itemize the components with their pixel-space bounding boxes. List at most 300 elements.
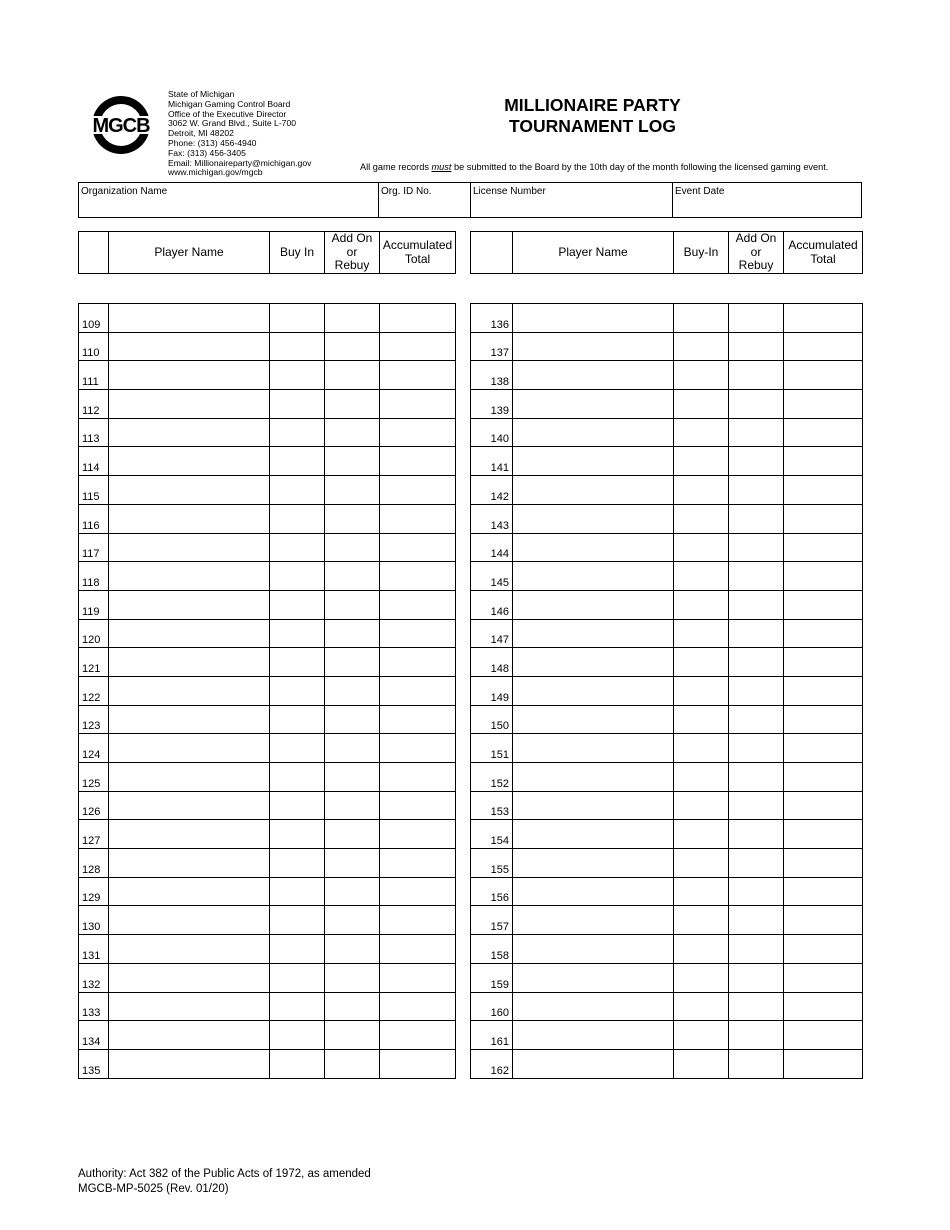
player-name-cell[interactable] — [109, 877, 270, 906]
add-on-rebuy-cell[interactable] — [325, 734, 380, 763]
header-add-on-rebuy — [729, 232, 784, 274]
add-on-rebuy-cell[interactable] — [325, 1021, 380, 1050]
log-row — [471, 504, 863, 533]
buy-in-cell[interactable] — [270, 992, 325, 1021]
accumulated-total-cell[interactable] — [380, 390, 456, 419]
add-on-rebuy-cell[interactable] — [729, 1021, 784, 1050]
add-on-rebuy-cell[interactable] — [325, 390, 380, 419]
accumulated-total-cell[interactable] — [784, 676, 863, 705]
log-row — [79, 906, 456, 935]
log-row — [79, 361, 456, 390]
accumulated-total-cell[interactable] — [380, 820, 456, 849]
add-on-rebuy-cell[interactable] — [729, 763, 784, 792]
add-on-rebuy-cell[interactable] — [325, 418, 380, 447]
player-name-cell[interactable] — [513, 906, 674, 935]
log-row — [471, 361, 863, 390]
header-accum-line: Accumulated — [382, 238, 453, 252]
row-number: 122 — [79, 676, 109, 705]
add-on-rebuy-cell[interactable] — [325, 877, 380, 906]
row-number: 148 — [471, 648, 513, 677]
log-row — [79, 504, 456, 533]
add-on-rebuy-cell[interactable] — [325, 361, 380, 390]
add-on-rebuy-cell[interactable] — [729, 562, 784, 591]
player-name-cell[interactable] — [109, 332, 270, 361]
buy-in-cell[interactable] — [674, 734, 729, 763]
org-id-field[interactable] — [378, 182, 471, 218]
row-number: 145 — [471, 562, 513, 591]
accumulated-total-cell[interactable] — [784, 705, 863, 734]
player-name-cell[interactable] — [513, 304, 674, 333]
accumulated-total-cell[interactable] — [784, 648, 863, 677]
player-name-cell[interactable] — [109, 763, 270, 792]
svg-text:MGCB: MGCB — [92, 115, 150, 137]
row-number: 111 — [79, 361, 109, 390]
log-row — [471, 619, 863, 648]
accumulated-total-cell[interactable] — [380, 734, 456, 763]
player-name-cell[interactable] — [513, 705, 674, 734]
accumulated-total-cell[interactable] — [784, 791, 863, 820]
accumulated-total-cell[interactable] — [380, 963, 456, 992]
log-row — [79, 590, 456, 619]
add-on-rebuy-cell[interactable] — [729, 361, 784, 390]
player-name-cell[interactable] — [109, 705, 270, 734]
player-name-cell[interactable] — [513, 763, 674, 792]
log-row — [471, 390, 863, 419]
add-on-rebuy-cell[interactable] — [729, 877, 784, 906]
accumulated-total-cell[interactable] — [380, 676, 456, 705]
add-on-rebuy-cell[interactable] — [325, 705, 380, 734]
buy-in-cell[interactable] — [270, 877, 325, 906]
header-accumulated-total — [380, 232, 456, 274]
add-on-rebuy-cell[interactable] — [729, 935, 784, 964]
buy-in-cell[interactable] — [674, 820, 729, 849]
accumulated-total-cell[interactable] — [380, 1049, 456, 1078]
buy-in-cell[interactable] — [270, 590, 325, 619]
log-row — [471, 476, 863, 505]
log-row — [79, 304, 456, 333]
player-name-cell[interactable] — [513, 418, 674, 447]
buy-in-cell[interactable] — [270, 906, 325, 935]
accumulated-total-cell[interactable] — [380, 590, 456, 619]
player-name-cell[interactable] — [109, 820, 270, 849]
buy-in-cell[interactable] — [270, 304, 325, 333]
buy-in-cell[interactable] — [674, 849, 729, 878]
buy-in-cell[interactable] — [270, 820, 325, 849]
player-name-cell[interactable] — [513, 820, 674, 849]
log-row — [471, 935, 863, 964]
header-add-on-line: Rebuy — [738, 258, 774, 273]
right-player-log-table — [470, 303, 863, 1079]
log-row — [79, 390, 456, 419]
add-on-rebuy-cell[interactable] — [325, 619, 380, 648]
buy-in-cell[interactable] — [674, 877, 729, 906]
accumulated-total-cell[interactable] — [784, 418, 863, 447]
accumulated-total-cell[interactable] — [784, 935, 863, 964]
agency-line: Detroit, MI 48202 — [168, 128, 234, 139]
agency-line: Fax: (313) 456-3405 — [168, 147, 246, 158]
agency-email[interactable]: Email: Millionaireparty@michigan.gov — [168, 157, 312, 168]
buy-in-cell[interactable] — [674, 418, 729, 447]
player-name-cell[interactable] — [109, 533, 270, 562]
add-on-rebuy-cell[interactable] — [729, 418, 784, 447]
buy-in-cell[interactable] — [674, 562, 729, 591]
add-on-rebuy-cell[interactable] — [729, 676, 784, 705]
accumulated-total-cell[interactable] — [784, 906, 863, 935]
add-on-rebuy-cell[interactable] — [325, 791, 380, 820]
buy-in-cell[interactable] — [674, 304, 729, 333]
accumulated-total-cell[interactable] — [380, 562, 456, 591]
row-number: 136 — [471, 304, 513, 333]
row-number: 146 — [471, 590, 513, 619]
row-number: 126 — [79, 791, 109, 820]
header-accum-line: Total — [810, 251, 836, 266]
row-number: 133 — [79, 992, 109, 1021]
accumulated-total-cell[interactable] — [380, 504, 456, 533]
add-on-rebuy-cell[interactable] — [729, 1049, 784, 1078]
buy-in-cell[interactable] — [674, 1049, 729, 1078]
row-number: 112 — [79, 390, 109, 419]
log-row — [79, 849, 456, 878]
accumulated-total-cell[interactable] — [784, 447, 863, 476]
player-name-cell[interactable] — [109, 1021, 270, 1050]
add-on-rebuy-cell[interactable] — [325, 504, 380, 533]
player-name-cell[interactable] — [109, 906, 270, 935]
player-name-cell[interactable] — [513, 476, 674, 505]
player-name-cell[interactable] — [513, 533, 674, 562]
buy-in-cell[interactable] — [674, 533, 729, 562]
row-number: 131 — [79, 935, 109, 964]
buy-in-cell[interactable] — [674, 361, 729, 390]
agency-line: Michigan Gaming Control Board — [168, 98, 291, 109]
log-row — [79, 763, 456, 792]
log-row — [471, 1021, 863, 1050]
row-number: 132 — [79, 963, 109, 992]
player-name-cell[interactable] — [513, 562, 674, 591]
accumulated-total-cell[interactable] — [380, 935, 456, 964]
organization-name-label: Organization Name — [81, 186, 168, 197]
header-row-number-cell — [79, 232, 109, 274]
buy-in-cell[interactable] — [674, 935, 729, 964]
player-name-cell[interactable] — [109, 304, 270, 333]
player-name-cell[interactable] — [513, 1049, 674, 1078]
add-on-rebuy-cell[interactable] — [729, 906, 784, 935]
log-row — [471, 791, 863, 820]
buy-in-cell[interactable] — [270, 705, 325, 734]
player-name-cell[interactable] — [109, 648, 270, 677]
player-name-cell[interactable] — [513, 1021, 674, 1050]
add-on-rebuy-cell[interactable] — [729, 504, 784, 533]
buy-in-cell[interactable] — [270, 390, 325, 419]
accumulated-total-cell[interactable] — [380, 877, 456, 906]
buy-in-cell[interactable] — [270, 418, 325, 447]
accumulated-total-cell[interactable] — [784, 361, 863, 390]
notice-before: All game records — [360, 162, 432, 172]
accumulated-total-cell[interactable] — [380, 447, 456, 476]
buy-in-cell[interactable] — [270, 447, 325, 476]
player-name-cell[interactable] — [109, 504, 270, 533]
player-name-cell[interactable] — [109, 676, 270, 705]
buy-in-cell[interactable] — [674, 705, 729, 734]
add-on-rebuy-cell[interactable] — [325, 935, 380, 964]
buy-in-cell[interactable] — [674, 476, 729, 505]
buy-in-cell[interactable] — [270, 476, 325, 505]
header-row-number-cell — [471, 232, 513, 274]
right-column-header — [470, 231, 863, 274]
event-date-field[interactable] — [672, 182, 862, 218]
add-on-rebuy-cell[interactable] — [325, 533, 380, 562]
buy-in-cell[interactable] — [674, 332, 729, 361]
agency-website[interactable]: www.michigan.gov/mgcb — [168, 167, 263, 178]
row-number: 123 — [79, 705, 109, 734]
left-column-header — [78, 231, 456, 274]
accumulated-total-cell[interactable] — [784, 763, 863, 792]
accumulated-total-cell[interactable] — [380, 705, 456, 734]
buy-in-cell[interactable] — [674, 619, 729, 648]
add-on-rebuy-cell[interactable] — [729, 648, 784, 677]
accumulated-total-cell[interactable] — [380, 1021, 456, 1050]
log-row — [471, 332, 863, 361]
log-row — [471, 562, 863, 591]
player-name-cell[interactable] — [513, 590, 674, 619]
player-name-cell[interactable] — [109, 619, 270, 648]
add-on-rebuy-cell[interactable] — [729, 332, 784, 361]
log-row — [471, 906, 863, 935]
accumulated-total-cell[interactable] — [380, 619, 456, 648]
add-on-rebuy-cell[interactable] — [325, 676, 380, 705]
add-on-rebuy-cell[interactable] — [325, 963, 380, 992]
buy-in-cell[interactable] — [674, 648, 729, 677]
buy-in-cell[interactable] — [270, 734, 325, 763]
player-name-cell[interactable] — [109, 562, 270, 591]
accumulated-total-cell[interactable] — [380, 418, 456, 447]
accumulated-total-cell[interactable] — [380, 533, 456, 562]
buy-in-cell[interactable] — [674, 791, 729, 820]
add-on-rebuy-cell[interactable] — [729, 820, 784, 849]
add-on-rebuy-cell[interactable] — [729, 619, 784, 648]
player-name-cell[interactable] — [513, 332, 674, 361]
player-name-cell[interactable] — [109, 418, 270, 447]
player-name-cell[interactable] — [513, 935, 674, 964]
add-on-rebuy-cell[interactable] — [325, 1049, 380, 1078]
accumulated-total-cell[interactable] — [784, 1021, 863, 1050]
row-number: 156 — [471, 877, 513, 906]
add-on-rebuy-cell[interactable] — [325, 332, 380, 361]
add-on-rebuy-cell[interactable] — [325, 763, 380, 792]
player-name-cell[interactable] — [513, 791, 674, 820]
buy-in-cell[interactable] — [270, 963, 325, 992]
player-name-cell[interactable] — [109, 447, 270, 476]
player-name-cell[interactable] — [109, 992, 270, 1021]
buy-in-cell[interactable] — [270, 935, 325, 964]
row-number: 137 — [471, 332, 513, 361]
accumulated-total-cell[interactable] — [784, 476, 863, 505]
player-name-cell[interactable] — [513, 734, 674, 763]
accumulated-total-cell[interactable] — [784, 963, 863, 992]
add-on-rebuy-cell[interactable] — [729, 963, 784, 992]
log-row — [471, 849, 863, 878]
log-row — [79, 791, 456, 820]
organization-name-field[interactable] — [78, 182, 379, 218]
add-on-rebuy-cell[interactable] — [325, 562, 380, 591]
agency-line: Phone: (313) 456-4940 — [168, 137, 257, 148]
player-name-cell[interactable] — [109, 734, 270, 763]
accumulated-total-cell[interactable] — [784, 619, 863, 648]
header-accumulated-total — [784, 232, 863, 274]
accumulated-total-cell[interactable] — [784, 332, 863, 361]
accumulated-total-cell[interactable] — [380, 332, 456, 361]
add-on-rebuy-cell[interactable] — [325, 849, 380, 878]
buy-in-cell[interactable] — [270, 332, 325, 361]
accumulated-total-cell[interactable] — [784, 877, 863, 906]
player-name-cell[interactable] — [513, 619, 674, 648]
accumulated-total-cell[interactable] — [380, 849, 456, 878]
accumulated-total-cell[interactable] — [784, 820, 863, 849]
buy-in-cell[interactable] — [270, 361, 325, 390]
add-on-rebuy-cell[interactable] — [325, 820, 380, 849]
add-on-rebuy-cell[interactable] — [325, 447, 380, 476]
buy-in-cell[interactable] — [674, 906, 729, 935]
add-on-rebuy-cell[interactable] — [729, 992, 784, 1021]
accumulated-total-cell[interactable] — [784, 562, 863, 591]
buy-in-cell[interactable] — [674, 992, 729, 1021]
add-on-rebuy-cell[interactable] — [729, 705, 784, 734]
accumulated-total-cell[interactable] — [380, 992, 456, 1021]
accumulated-total-cell[interactable] — [380, 361, 456, 390]
buy-in-cell[interactable] — [674, 763, 729, 792]
form-id-text: MGCB-MP-5025 (Rev. 01/20) — [78, 1183, 229, 1195]
buy-in-cell[interactable] — [270, 1049, 325, 1078]
accumulated-total-cell[interactable] — [380, 906, 456, 935]
add-on-rebuy-cell[interactable] — [729, 734, 784, 763]
buy-in-cell[interactable] — [674, 447, 729, 476]
buy-in-cell[interactable] — [674, 590, 729, 619]
buy-in-cell[interactable] — [270, 533, 325, 562]
player-name-cell[interactable] — [513, 648, 674, 677]
add-on-rebuy-cell[interactable] — [325, 590, 380, 619]
accumulated-total-cell[interactable] — [784, 1049, 863, 1078]
row-number: 144 — [471, 533, 513, 562]
header-player-name: Player Name — [513, 232, 674, 274]
add-on-rebuy-cell[interactable] — [325, 992, 380, 1021]
buy-in-cell[interactable] — [270, 849, 325, 878]
buy-in-cell[interactable] — [674, 504, 729, 533]
accumulated-total-cell[interactable] — [784, 734, 863, 763]
player-name-cell[interactable] — [109, 361, 270, 390]
add-on-rebuy-cell[interactable] — [729, 390, 784, 419]
log-row — [79, 1021, 456, 1050]
row-number: 125 — [79, 763, 109, 792]
log-row — [471, 533, 863, 562]
buy-in-cell[interactable] — [270, 648, 325, 677]
player-name-cell[interactable] — [513, 963, 674, 992]
add-on-rebuy-cell[interactable] — [325, 906, 380, 935]
buy-in-cell[interactable] — [270, 562, 325, 591]
log-row — [79, 648, 456, 677]
player-name-cell[interactable] — [109, 476, 270, 505]
buy-in-cell[interactable] — [674, 1021, 729, 1050]
accumulated-total-cell[interactable] — [784, 992, 863, 1021]
row-number: 162 — [471, 1049, 513, 1078]
buy-in-cell[interactable] — [270, 504, 325, 533]
buy-in-cell[interactable] — [270, 791, 325, 820]
buy-in-cell[interactable] — [270, 763, 325, 792]
log-row — [79, 1049, 456, 1078]
log-row — [471, 820, 863, 849]
accumulated-total-cell[interactable] — [784, 533, 863, 562]
add-on-rebuy-cell[interactable] — [325, 648, 380, 677]
log-row — [471, 676, 863, 705]
player-name-cell[interactable] — [109, 963, 270, 992]
accumulated-total-cell[interactable] — [784, 590, 863, 619]
add-on-rebuy-cell[interactable] — [325, 476, 380, 505]
buy-in-cell[interactable] — [270, 619, 325, 648]
header-buy-in: Buy In — [270, 232, 325, 274]
player-name-cell[interactable] — [513, 361, 674, 390]
license-number-field[interactable] — [470, 182, 673, 218]
player-name-cell[interactable] — [109, 390, 270, 419]
left-player-log-table — [78, 303, 456, 1079]
header-add-on-line: Add On — [735, 231, 777, 246]
player-name-cell[interactable] — [513, 504, 674, 533]
row-number: 127 — [79, 820, 109, 849]
player-name-cell[interactable] — [109, 1049, 270, 1078]
add-on-rebuy-cell[interactable] — [325, 304, 380, 333]
add-on-rebuy-cell[interactable] — [729, 533, 784, 562]
add-on-rebuy-cell[interactable] — [729, 447, 784, 476]
buy-in-cell[interactable] — [674, 390, 729, 419]
player-name-cell[interactable] — [109, 849, 270, 878]
authority-text: Authority: Act 382 of the Public Acts of 1972, as amended — [78, 1168, 371, 1180]
accumulated-total-cell[interactable] — [784, 304, 863, 333]
accumulated-total-cell[interactable] — [784, 849, 863, 878]
buy-in-cell[interactable] — [674, 963, 729, 992]
accumulated-total-cell[interactable] — [380, 648, 456, 677]
header-add-on-line: Rebuy — [334, 258, 370, 273]
buy-in-cell[interactable] — [270, 1021, 325, 1050]
player-name-cell[interactable] — [109, 791, 270, 820]
player-name-cell[interactable] — [513, 992, 674, 1021]
accumulated-total-cell[interactable] — [380, 763, 456, 792]
add-on-rebuy-cell[interactable] — [729, 791, 784, 820]
row-number: 109 — [79, 304, 109, 333]
log-row — [79, 935, 456, 964]
player-name-cell[interactable] — [513, 390, 674, 419]
accumulated-total-cell[interactable] — [784, 504, 863, 533]
player-name-cell[interactable] — [513, 676, 674, 705]
form-footer — [78, 1167, 371, 1197]
accumulated-total-cell[interactable] — [784, 390, 863, 419]
buy-in-cell[interactable] — [270, 676, 325, 705]
add-on-rebuy-cell[interactable] — [729, 590, 784, 619]
player-name-cell[interactable] — [513, 849, 674, 878]
row-number: 155 — [471, 849, 513, 878]
add-on-rebuy-cell[interactable] — [729, 304, 784, 333]
accumulated-total-cell[interactable] — [380, 791, 456, 820]
player-name-cell[interactable] — [109, 590, 270, 619]
row-number: 153 — [471, 791, 513, 820]
player-name-cell[interactable] — [513, 447, 674, 476]
row-number: 129 — [79, 877, 109, 906]
header-player-name: Player Name — [109, 232, 270, 274]
player-name-cell[interactable] — [513, 877, 674, 906]
row-number: 121 — [79, 648, 109, 677]
add-on-rebuy-cell[interactable] — [729, 849, 784, 878]
accumulated-total-cell[interactable] — [380, 476, 456, 505]
accumulated-total-cell[interactable] — [380, 304, 456, 333]
add-on-rebuy-cell[interactable] — [729, 476, 784, 505]
player-name-cell[interactable] — [109, 935, 270, 964]
buy-in-cell[interactable] — [674, 676, 729, 705]
